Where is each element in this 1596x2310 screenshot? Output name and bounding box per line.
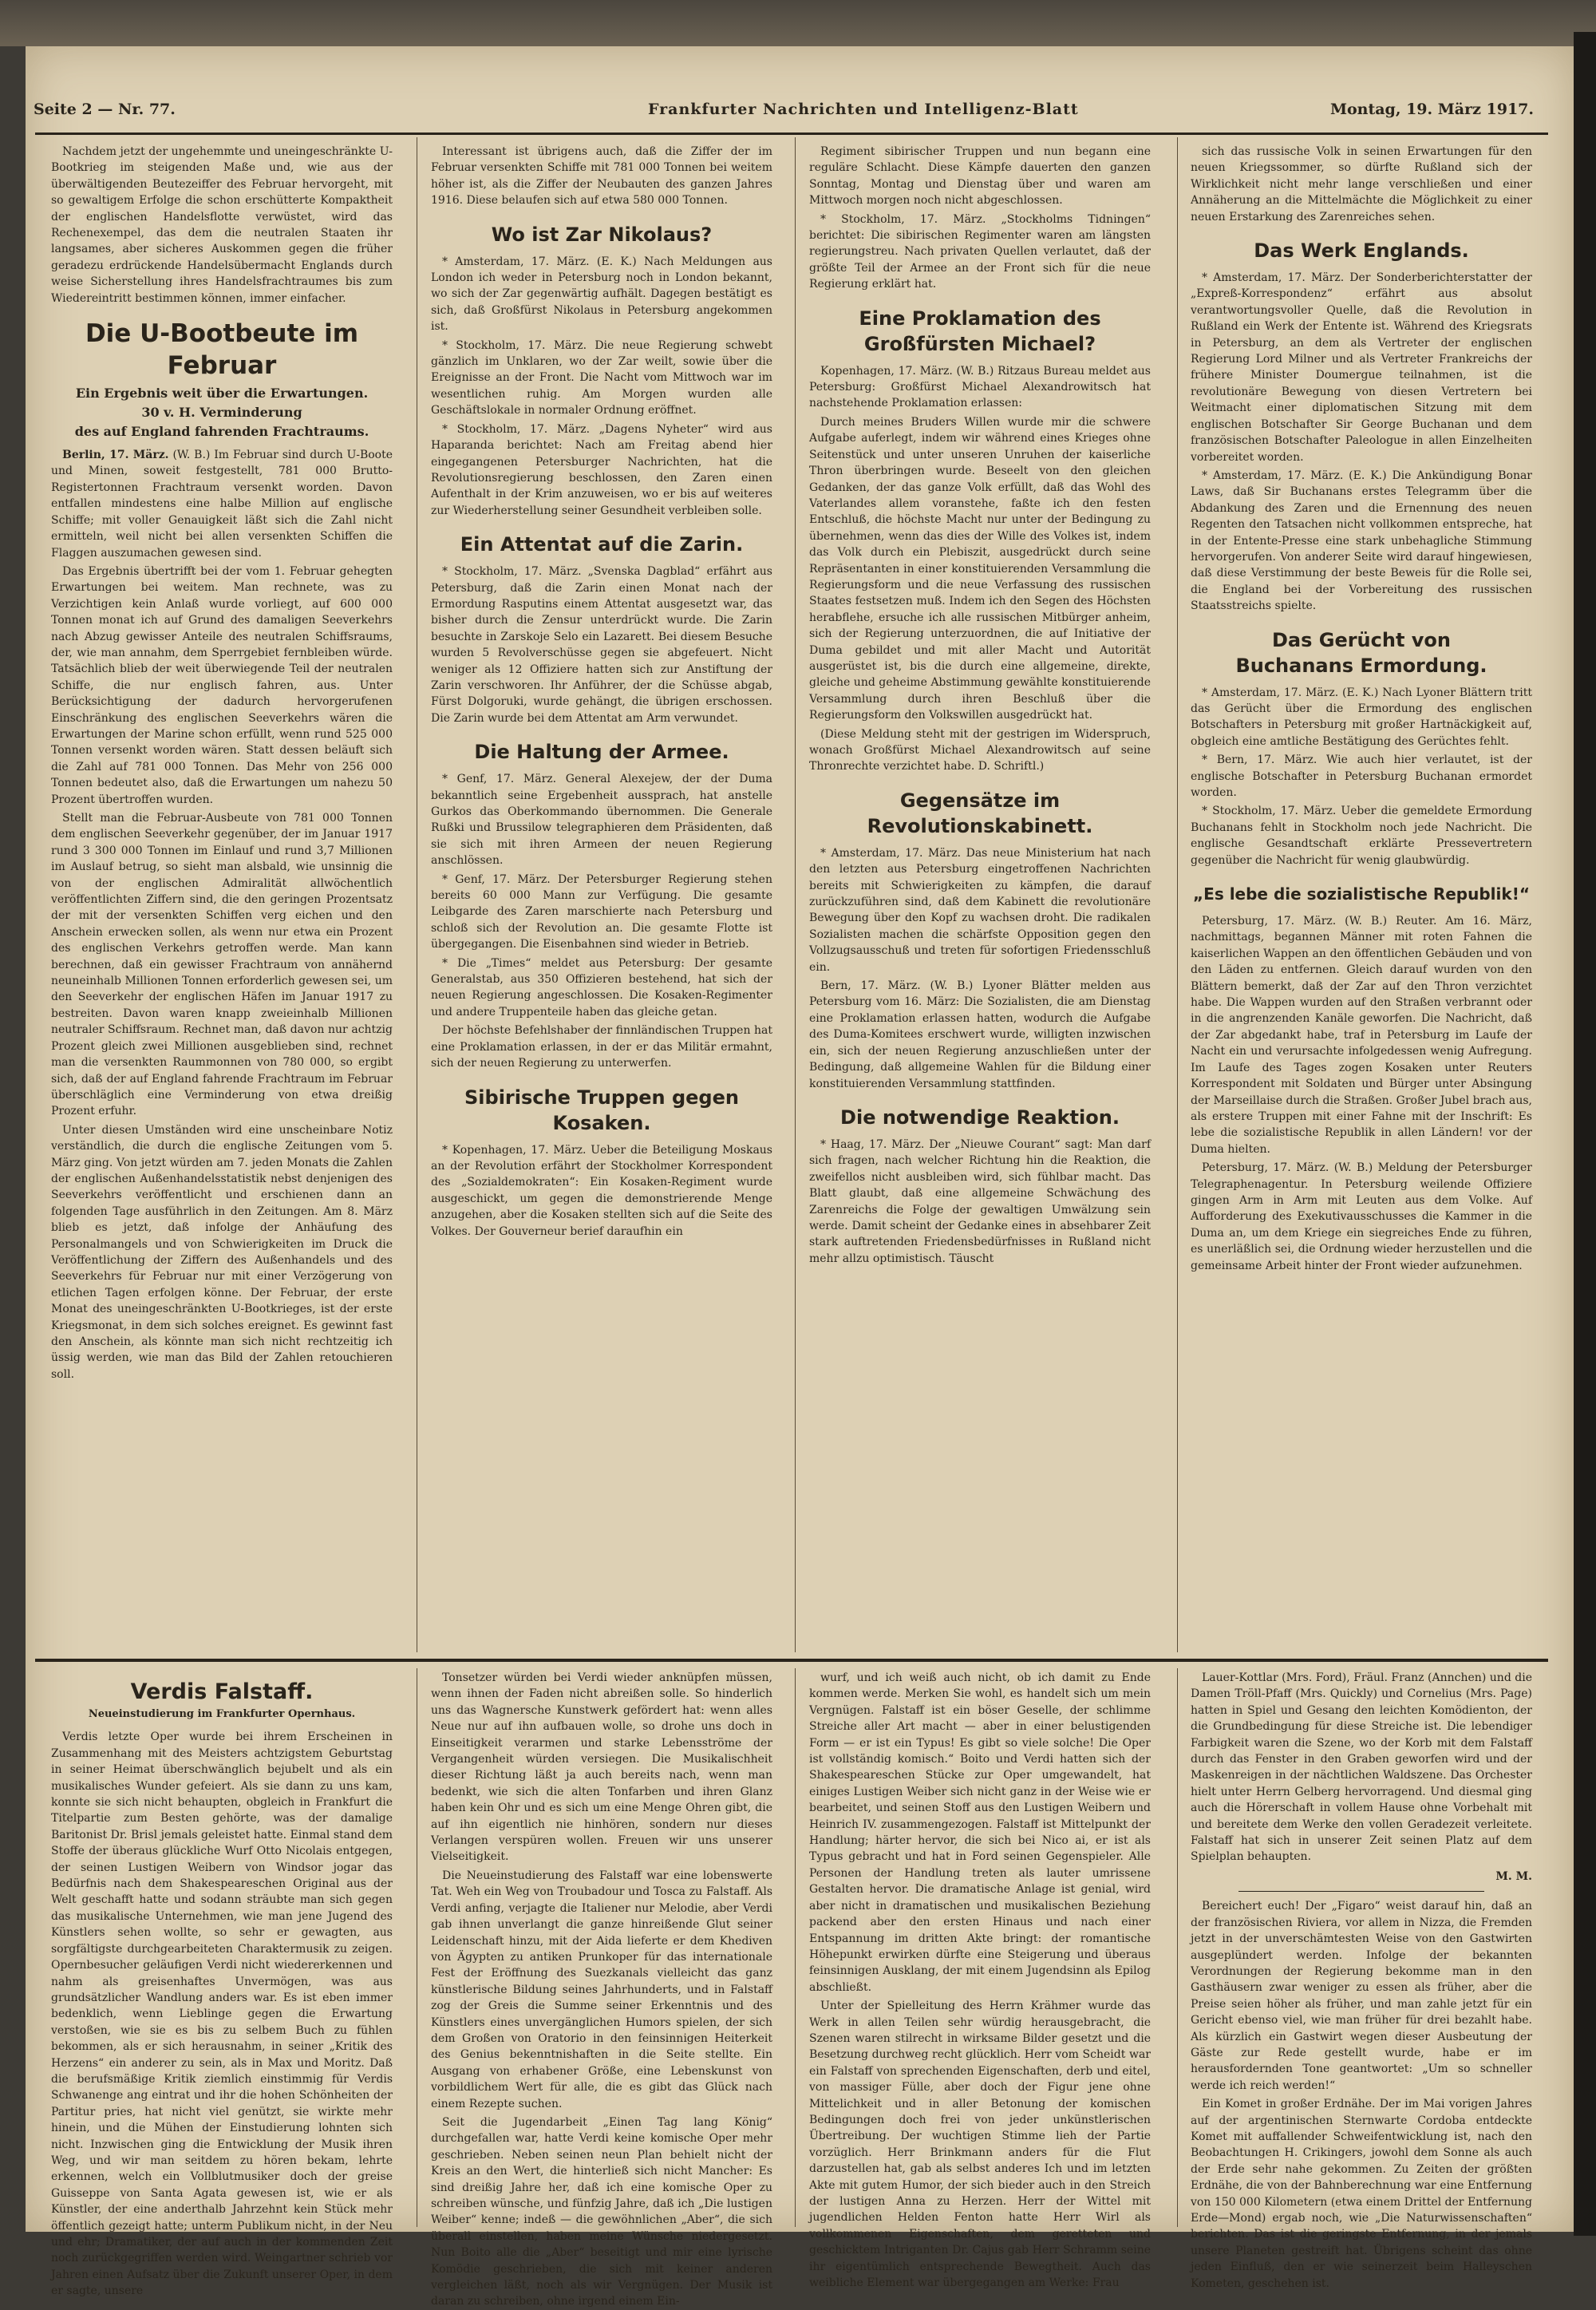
divider	[1238, 1891, 1484, 1892]
headline: Das Werk Englands.	[1254, 239, 1469, 263]
article-paragraph: Der höchste Befehlshaber der finnländischen Truppen hat eine Proklamation erlassen, in der er das Militär ermahnt, sich der neuen Regierung zu unterwerfen.	[431, 1024, 772, 1070]
article-paragraph: Petersburg, 17. März. (W. B.) Reuter. Am 16. März, nachmittags, begannen Männer mit roten Fahnen die kaiserlichen Wappen an den öffentlichen Gebäuden und von den Läden zu entfernen. Gleich darauf wurden von den Blättern bemerkt, daß der Zar auf den Thron verzichtet habe. Die Wappen wurden auf den Straßen verbrannt oder in die angrenzenden Kanäle geworfen. Die Nachricht, daß der Zar abgedankt habe, traf in Petersburg im Laufe der Nacht ein und verursachte infolgedessen wenig Aufregung. Im Laufe des Tages zogen Kosaken unter Reuters Korrespondent mit Soldaten und Bürger unter Absingung der Marseillaise durch die Straßen. Großer Jubel brach aus, als erstere Truppen mit einer Fahne mit der Inschrift: Es lebe die sozialistische Republik in allen Ländern! vor der Duma hielten.	[1191, 915, 1532, 1156]
headline-falstaff: Verdis Falstaff.	[130, 1679, 314, 1704]
article-paragraph: * Stockholm, 17. März. „Svenska Dagblad“ erfährt aus Petersburg, daß die Zarin einen Monat nach der Ermordung Rasputins einem Attentat ausgesetzt war, das bisher durch die Zensur unterdrückt wurde. Die Zarin besuchte in Zarskoje Selo ein Lazarett. Bei diesem Besuche wurden 5 Revolverschüsse gegen sie abgefeuert. Nicht weniger als 12 Offiziere hatten sich zur Anstiftung der Zarin verschworen. Ihr Anführer, der die Schüsse abgab, Fürst Dolgoruki, wurde gehängt, die übrigen erschossen. Die Zarin wurde bei dem Attentat am Arm verwundet.	[431, 565, 772, 725]
article-paragraph: Seit die Jugendarbeit „Einen Tag lang König“ durchgefallen war, hatte Verdi keine komische Oper mehr geschrieben. Neben seinen neun Plan behielt nicht der Kreis an den Wert, die hinterließ sich nicht Mancher: Es sind dreißig Jahre her, daß ich eine komische Oper zu schreiben wünsche, und fünfzig Jahre, daß ich „Die lustigen Weiber“ kenne; indeß — die gewöhnlichen „Aber“, die sich überall einstellen, haben meine Wünsche niedergesetzt. Nun Boito alle die „Aber“ beseitigt und mir eine lyrische Komödie geschrieben, die sich mit keiner anderen vergleichen läßt, noch als wir Vergnügen. Der Musik ist daran zu schreiben, ohne irgend einem Ein-	[431, 2115, 772, 2308]
article-paragraph: (Diese Meldung steht mit der gestrigen im Widerspruch, wonach Großfürst Michael Alexandrowitsch auf seine Thronrechte verzichtet habe. D. Schriftl.)	[809, 727, 1151, 773]
bottom-column-2	[431, 1670, 772, 2308]
article-paragraph: Lauer-Kottlar (Mrs. Ford), Fräul. Franz (Annchen) und die Damen Tröll-Pfaff (Mrs. Quickly) und Cornelius (Mrs. Page) hatten in Spiel und Gesang den leichten Komödienton, der die Grundbedingung für diese Streiche ist. Die lebendiger Farbigkeit waren die Szene, wo der Korb mit dem Falstaff durch das Fenster in den Graben geworfen wird und der Maskenreigen in der nächtlichen Waldszene. Das Orchester hielt unter Herrn Gelberg hervorragend. Und diesmal ging auch die Hörerschaft in vollem Hause ohne Vorbehalt mit und bereitete dem Werke den vollen Geradezeit verleitete. Falstaff hat sich in unserer Zeit seinen Platz auf dem Spielplan behaupten.	[1191, 1671, 1532, 1864]
article-paragraph: * Stockholm, 17. März. Ueber die gemeldete Ermordung Buchanans fehlt in Stockholm noch jede Nachricht. Die englische Gesandtschaft erklärte Pressevertretern gegenüber die Nachricht für wenig glaubwürdig.	[1191, 805, 1532, 867]
article-paragraph: Die Neueinstudierung des Falstaff war eine lobenswerte Tat. Weh ein Weg von Troubadour und Tosca zu Falstaff. Als Verdi anfing, verjagte die Italiener nur Melodie, aber Verdi gab ihnen unverlangt die ganze hinreißende Glut seiner Leidenschaft hinzu, mit der Aida lieferte er dem Khediven von Ägypten zu antiken Prunkoper für das internationale Fest der Eröffnung des Suezkanals vielleicht das ganz künstlerische Bildung seines Jahrhunderts, und in Falstaff zog der Greis die Summe seiner Erkenntnis und des Künstlers eines unvergänglichen Humors spielen, der sich dem Großen von Oratorio in den feinsinnigen Heiterkeit des Genius bekenntnishaften in die Seite stellte. Ein Ausgang von erhabener Größe, eine Lebenskunst von vorbildlichem Wert für alle, die es gibt das Glück nach einem Rezepte suchen.	[431, 1869, 772, 2110]
article-paragraph: * Amsterdam, 17. März. Das neue Ministerium hat nach den letzten aus Petersburg eingetroffenen Nachrichten bereits mit Schwierigkeiten zu kämpfen, die darauf zurückzuführen sind, daß dem Kabinett die revolutionäre Bewegung über den Kopf zu wachsen droht. Die radikalen Sozialisten machen die schärfste Opposition gegen den Vollzugsausschuß und treten für sofortigen Friedensschluß ein.	[809, 846, 1151, 974]
article-paragraph: * Genf, 17. März. Der Petersburger Regierung stehen bereits 60 000 Mann zur Verfügung. Die gesamte Leibgarde des Zaren marschierte nach Petersburg und schloß sich der Revolution an. Die gesamte Flotte ist übergegangen. Die Eisenbahnen sind wieder in Betrieb.	[431, 872, 772, 951]
headline: Wo ist Zar Nikolaus?	[491, 223, 713, 246]
page-number: Seite 2 — Nr. 77.	[34, 101, 176, 118]
newspaper-title: Frankfurter Nachrichten und Intelligenz-Blatt	[648, 101, 1079, 118]
article-paragraph: Das Ergebnis übertrifft bei der vom 1. Februar gehegten Erwartungen bei weitem. Man rechnete, was zu Verzichtigen kein Anlaß wurde vorliegt, auf 600 000 Tonnen monat ich auf Grund des damaligen Seeverkehrs nach Abzug gewisser Anteile des neutralen Schiffsraums, der, wie man annahm, dem Sperrgebiet fernbleiben würde. Tatsächlich blieb der weit überwiegende Teil der neutralen Schiffe, die nur englisch fahren, aus. Unter Berücksichtigung der dadurch hervorgerufenen Einschränkung des englischen Seeverkehrs wären die Erwartungen der Marine schon erfüllt, wenn rund 525 000 Tonnen versenkt worden wären. Statt dessen beläuft sich die Zahl auf 781 000 Tonnen. Das Mehr von 256 000 Tonnen bedeutet also, daß die Erwartungen um nahezu 50 Prozent übertroffen wurden.	[51, 564, 393, 806]
article-paragraph: * Amsterdam, 17. März. Der Sonderberichterstatter der „Expreß-Korrespondenz“ erfährt aus absolut verantwortungsvoller Quelle, daß die Revolution in Rußland ein Werk der Entente ist. Während des Kriegsrats in Petersburg, an dem als Vertreter der englischen Regierung Lord Milner und als Vertreter Frankreichs der frühere Minister Doumergue teilnahmen, ist die revolutionäre Bewegung von diesen Vertretern bei Weitmacht einer diplomatischen Sitzung mit dem englischen Botschafter Sir George Buchanan und dem französischen Botschafter Paleologue in allen Einzelheiten vorbereitet worden.	[1191, 271, 1532, 464]
article-paragraph: * Kopenhagen, 17. März. Ueber die Beteiligung Moskaus an der Revolution erfährt der Stockholmer Korrespondent des „Sozialdemokraten“: Ein Kosaken-Regiment wurde ausgeschickt, um gegen die demonstrierende Menge anzugehen, aber die Kosaken stellten sich auf die Seite des Volkes. Der Gouverneur berief daraufhin ein	[431, 1143, 772, 1238]
scan-edge	[1574, 32, 1596, 2236]
column-4	[1191, 144, 1532, 1651]
article-paragraph: Bern, 17. März. (W. B.) Lyoner Blätter melden aus Petersburg vom 16. März: Die Sozialisten, die am Dienstag eine Proklamation erlassen hatten, wodurch die Aufgabe des Duma-Komitees erschwert wurde, willigten inzwischen ein, sich der neuen Regierung anzuschließen unter der Bedingung, daß allgemeine Wahlen für die Bildung einer konstituierenden Versammlung stattfinden.	[809, 979, 1151, 1090]
headline: Eine Proklamation des Großfürsten Michael?	[859, 307, 1101, 355]
column-2	[431, 144, 772, 1651]
article-paragraph: * Die „Times“ meldet aus Petersburg: Der gesamte Generalstab, aus 350 Offizieren bestehend, hat sich der neuen Regierung angeschlossen. Die Kosaken-Regimenter und andere Truppenteile haben das gleiche getan.	[431, 956, 772, 1019]
scan-top-band	[0, 0, 1596, 46]
bottom-column-4	[1191, 1670, 1532, 2290]
article-paragraph: * Amsterdam, 17. März. (E. K.) Die Ankündigung Bonar Laws, daß Sir Buchanans erstes Telegramm über die Abdankung des Zaren und die Ernennung des neuen Regenten den Tatsachen nicht vollkommen entspreche, hat in der Entente-Presse eine stark unbehagliche Stimmung hervorgerufen. Von anderer Seite wird darauf hingewiesen, daß diese Verstimmung der beste Beweis für die Rolle sei, die England bei der Vorbereitung des russischen Staatsstreichs spielte.	[1191, 469, 1532, 613]
article-paragraph: Tonsetzer würden bei Verdi wieder anknüpfen müssen, wenn ihnen der Faden nicht abreißen solle. So hinderlich uns das Wagnersche Kunstwerk gefördert hat: wenn alles Neue nur auf ihn aufbauen wolle, so drohe uns doch in Einseitigkeit verarmen und starke Lebensströme der Vergangenheit würden versiegen. Die Musikalischheit dieser Richtung läßt ja auch bereits nach, wenn man bedenkt, wie sich die alten Tonfarben und ihren Glanz haben kein Ohr und es sich um eine Menge Ohren gibt, die auf ihn eigentlich nie hinhören, sondern nur dieses Verlangen verspüren wollen. Freuen wir uns unserer Vielseitigkeit.	[431, 1671, 772, 1864]
article-paragraph: * Bern, 17. März. Wie auch hier verlautet, ist der englische Botschafter in Petersburg Buchanan ermordet worden.	[1191, 754, 1532, 799]
headline: Gegensätze im Revolutionskabinett.	[867, 789, 1093, 837]
article-paragraph: Unter der Spielleitung des Herrn Krähmer wurde das Werk in allen Teilen sehr würdig herausgebracht, die Szenen waren stilrecht in wirksame Bilder gesetzt und die Besetzung durchweg recht glücklich. Herr vom Scheidt war ein Falstaff von sprechenden Eigenschaften, derb und eitel, von massiger Fülle, aber doch der Figur jene ohne Mittelichkeit und in aller Betonung der komischen Bedingungen doch frei von jeder unkünstlerischen Übertreibung. Der wuchtigen Stimme lieh der Partie vorzüglich. Herr Brinkmann anders für die Flut darzustellen hat, gab als selbst anderes Ich und im letzten Akte mit gutem Humor, der sich bieder auch in den Streich der lustigen Anna zu Herzen. Herr der Wittel mit jugendlichen Helden Fenton hatte Herr Wirl als vollkommenen Eigenschaften, dem geretteten und geschicktem Intriganten Dr. Cajus gab Herr Schramm seine ihr eigentümlich entsprechende Bewegtheit. Auch das weibliche Element war übergegangen am Werke: Frau	[809, 1999, 1151, 2290]
subheadline: 30 v. H. Verminderung	[141, 405, 302, 421]
article-paragraph: * Amsterdam, 17. März. (E. K.) Nach Meldungen aus London ich weder in Petersburg noch in London bekannt, wo sich der Zar gegenwärtig aufhält. Dagegen bestätigt es sich, daß Großfürst Nikolaus in Petersburg angekommen ist.	[431, 255, 772, 334]
article-paragraph: Kopenhagen, 17. März. (W. B.) Ritzaus Bureau meldet aus Petersburg: Großfürst Michael Alexandrowitsch hat nachstehende Proklamation erlassen:	[809, 364, 1151, 410]
headline: Ein Attentat auf die Zarin.	[460, 533, 744, 556]
article-paragraph: * Stockholm, 17. März. „Dagens Nyheter“ wird aus Haparanda berichtet: Nach am Freitag abend hier eingegangenen Petersburger Nachrichten, hat die Revolutionsregierung beschlossen, den Zaren einen Aufenthalt in der Krim anzuweisen, wo er bis auf weiteres zur Wiederherstellung seiner Gesundheit verbleiben solle.	[431, 422, 772, 517]
column-divider	[795, 1668, 796, 2227]
subheadline: Neueinstudierung im Frankfurter Opernhaus.	[88, 1708, 356, 1721]
article-paragraph: Verdis letzte Oper wurde bei ihrem Erscheinen in Zusammenhang mit des Meisters achtzigstem Geburtstag in seiner Heimat überschwänglich bejubelt und als ein musikalisches Wunder gefeiert. Als sie dann zu uns kam, konnte sie sich nicht behaupten, obgleich in Frankfurt die Titelpartie zum Besten gehörte, was der damalige Baritonist Dr. Brisl jemals geleistet hatte. Einmal stand dem Stoffe der überaus glückliche Wurf Otto Nicolais entgegen, der seinen Lustigen Weibern von Windsor jogar das Bedürfnis nach dem Shakespeareschen Original aus der Welt geschafft hatte und sodann sträubte man sich gegen das musikalische Unternehmen, wie man jene Jugend des Künstlers sehen wollte, so sehr er gewagten, aus sorgfältigste durchgearbeiteten Charaktermusik zu zeigen. Opernbesucher geläufigen Verdi nicht wiedererkennen und nahm als greisenhaftes Unvermögen, was aus grundsätzlicher Wandlung anders war. Es ist eben immer bedenklich, wenn Lieblinge gegen die Erwartung verstoßen, wie sie es bis zu selbem Buch zu fühlen bekommen, als er sich herausnahm, in seiner „Kritik des Herzens“ ein anderer zu sein, als in Max und Moritz. Daß die berufsmäßige Kritik ziemlich einstimmig für Verdis Schwanenge ang eintrat und ihr die hohen Schönheiten der Partitur pries, hat nicht viel genützt, sie wirkte mehr hinein, und die Mühen der Einstudierung lohnten sich nicht. Inzwischen ging die Entwicklung der Musik ihren Weg, und wir man seitdem zu hören bekam, lehrte erkennen, welch ein Vollblutmusiker doch der greise Guisseppe von Santa Agata gewesen ist, wie er als Künstler, der eine anderthalb Jahrzehnt kein Stück mehr öffentlich gezeigt hatte; unterm Publikum nicht, in der Neu und ehr; Dramatiker, der auf auch in der kommenden Zeit noch zurückgegriffen werden wird. Weingartner schrieb vor Jahren einen Aufsatz über die Zukunft unserer Oper, in dem er sagte, unsere	[51, 1731, 393, 2298]
column-1	[51, 144, 393, 1651]
subheadline: des auf England fahrenden Frachtraums.	[74, 424, 369, 440]
feuilleton-rule	[35, 1659, 1548, 1662]
subheadline: Ein Ergebnis weit über die Erwartungen.	[75, 386, 369, 401]
author-signature: M. M.	[1495, 1869, 1532, 1883]
article-paragraph: Durch meines Bruders Willen wurde mir die schwere Aufgabe auferlegt, indem wir während eines Krieges ohne Seitenstück und unter unseren Unruhen der kaiserliche Thron überbringen wurde. Beseelt von den gleichen Gedanken, der das ganze Volk erfüllt, daß das Wohl des Vaterlandes allem voranstehe, faßte ich den festen Entschluß, die höchste Macht nur unter der Bedingung zu übernehmen, wenn das dies der Wille des Volkes ist, indem das Volk durch ein Plebiszit, ausgedrückt durch seine Repräsentanten in einer konstituierenden Versammlung die Regierungsform und die neue Verfassung des russischen Staates festsetzen muß. Indem ich den Segen des Höchsten herabflehe, ersuche ich alle russischen Mitbürger anheim, sich der Regierung unterzuordnen, die auf Initiative der Duma gebildet und mit aller Macht und Autorität ausgerüstet ist, bis die durch eine allgemeine, direkte, gleiche und geheime Abstimmung gewählte konstituierende Versammlung durch ihren Beschluß über die Regierungsform den Volkswillen ausgedrückt hat.	[809, 415, 1151, 722]
column-divider	[795, 137, 796, 1652]
headline-u-boot: Die U-Bootbeute im Februar	[85, 319, 359, 381]
article-paragraph: * Stockholm, 17. März. Die neue Regierung schwebt gänzlich im Unklaren, wo der Zar weilt, sowie über die Ereignisse an der Front. Die Nacht vom Mittwoch war im wesentlichen ruhig. Am Morgen wurden alle Geschäftslokale in normaler Ordnung eröffnet.	[431, 338, 772, 417]
headline: Buchanans Ermordung.	[1235, 654, 1487, 677]
headline: „Es lebe die sozialistische Republik!“	[1193, 884, 1530, 904]
article-paragraph: * Haag, 17. März. Der „Nieuwe Courant“ sagt: Man darf sich fragen, nach welcher Richtung hin die Reaktion, die zweifellos nicht ausbleiben wird, sich fühlbar macht. Das Blatt glaubt, daß eine allgemeine Schwächung des Zarenreichs die Folge der gewaltigen Umwälzung sein werde. Damit scheint der Gedanke eines in absehbarer Zeit stark auftretenden Friedensbedürfnisses in Rußland nicht mehr allzu optimistisch. Täuscht	[809, 1137, 1151, 1265]
dateline: Berlin, 17. März.	[62, 449, 169, 462]
article-paragraph: Bereichert euch! Der „Figaro“ weist darauf hin, daß an der französischen Riviera, vor allem in Nizza, die Fremden jetzt in der unverschämtesten Weise von den Gastwirten ausgeplündert werden. Infolge der bekannten Verordnungen der Regierung bekomme man in den Gasthäusern zwar weniger zu essen als früher, aber die Preise seien höher als früher, und man zahle jetzt für ein Gericht ebenso viel, wie man früher für drei bezahlt habe. Als kürzlich ein Gastwirt wegen dieser Ausbeutung der Gäste zur Rede gestellt wurde, habe er im herausfordernden Tone geantwortet: „Um so schneller werde ich reich werden!“	[1191, 1900, 1532, 2092]
article-paragraph: Ein Komet in großer Erdnähe. Der im Mai vorigen Jahres auf der argentinischen Sternwarte Cordoba entdeckte Komet mit auffallender Schweifentwicklung ist, nach den Beobachtungen H. Crikingers, jowohl dem Sonne als auch der Erde sehr nahe gekommen. Zu Zeiten der größten Erdnähe, die von der Bahnberechnung war eine Entfernung von 150 000 Kilometern (etwa einem Drittel der Entfernung Erde—Mond) ergab noch, wie „Die Naturwissenschaften“ berichten. Das ist die geringste Entfernung, in der jemals unsere Planeten gestreift hat. Übrigens scheint das ohne jeden Einfluß, den er wie seinerzeit beim Halleyschen Kometen, geschehen ist.	[1191, 2098, 1532, 2290]
article-paragraph: * Genf, 17. März. General Alexejew, der der Duma bekanntlich seine Ergebenheit aussprach, hat anstelle Gurkos das Oberkommando übernommen. Die Generale Rußki und Brussilow telegraphieren dem Präsidenten, daß sie sich mit ihren Armeen der neuen Regierung anschlössen.	[431, 773, 772, 868]
column-divider	[1177, 1668, 1178, 2227]
article-paragraph: Interessant ist übrigens auch, daß die Ziffer der im Februar versenkten Schiffe mit 781 000 Tonnen bei weitem höher ist, als die Ziffer der Neubauten des ganzen Jahres 1916. Diese belaufen sich auf etwa 580 000 Tonnen.	[431, 145, 772, 208]
article-paragraph: Regiment sibirischer Truppen und nun begann eine reguläre Schlacht. Diese Kämpfe dauerten den ganzen Sonntag, Montag und Dienstag über und waren am Mittwoch morgen noch nicht abgeschlossen.	[809, 145, 1151, 208]
article-paragraph: * Amsterdam, 17. März. (E. K.) Nach Lyoner Blättern tritt das Gerücht über die Ermordung des englischen Botschafters in Petersburg mit großer Hartnäckigkeit auf, obgleich eine amtliche Bestätigung des Gerüchtes fehlt.	[1191, 686, 1532, 748]
headline: Sibirische Truppen gegen Kosaken.	[464, 1086, 739, 1134]
article-paragraph: Stellt man die Februar-Ausbeute von 781 000 Tonnen dem englischen Seeverkehr gegenüber, der im Januar 1917 rund 3 300 000 Tonnen im Einlauf und rund 3,7 Millionen im Auslauf betrug, so sieht man alsbald, wie unsinnig die von der englischen Admiralität allwöchentlich veröffentlichten Ziffern sind, die den geringen Prozentsatz der mit der versenkten Schiffen verg eichen und den Anschein erwecken sollen, als wenn nur etwa ein Prozent des englischen Verkehrs getroffen werde. Man kann berechnen, daß ein gewisser Frachtraum von annähernd neuneinhalb Millionen Tonnen erforderlich gewesen sei, um den Seeverkehr der englischen Häfen im Januar 1917 zu bestreiten. Davon waren knapp zweieinhalb Millionen neutraler Schiffsraum. Rechnet man, daß davon nur achtzig Prozent gleich zwei Millionen ausgeblieben sind, rechnet man die versenkten Raummonnen von 780 000, so ergibt sich, daß der auf England fahrende Frachtraum im Februar überschläglich eine Verminderung von etwa dreißig Prozent erfuhr.	[51, 812, 393, 1118]
header-rule	[35, 133, 1548, 135]
page-header	[34, 97, 1550, 129]
article-paragraph: Unter diesen Umständen wird eine unscheinbare Notiz verständlich, die durch die englische Zeitungen vom 5. März ging. Von jetzt würden am 7. jeden Monats die Zahlen der englischen Außenhandelsstatistik nebst denjenigen des Seeverkehrs veröffentlicht und erschienen dann an folgenden Tage ausführlich in den Zeitungen. Am 8. März blieb es jetzt, daß infolge der Anhäufung des Personalmangels und von Schwierigkeiten im Druck die Veröffentlichung der Ziffern des Außenhandels und des Seeverkehrs für Februar nur mit einer Verzögerung von etlichen Tagen erfolgen könne. Der Februar, der erste Monat des uneingeschränkten U-Bootkrieges, ist der erste Kriegsmonat, in dem sich solches ereignet. Es gewinnt fast den Anschein, als könnte man sich nicht rechtzeitig ich üssig werden, wie man das Bild der Zahlen retouchieren soll.	[51, 1123, 393, 1381]
article-paragraph: sich das russische Volk in seinen Erwartungen für den neuen Kriegssommer, so dürfte Rußland sich der Wirklichkeit nicht mehr lange verschließen und einer Annäherung an die Mittelmächte die Möglichkeit zu einer neuen Erstarkung des Zarenreiches sehen.	[1191, 145, 1532, 223]
headline: Die notwendige Reaktion.	[840, 1106, 1120, 1129]
article-paragraph: Petersburg, 17. März. (W. B.) Meldung der Petersburger Telegraphenagentur. In Petersburg weilende Offiziere gingen Arm in Arm mit Leuten aus dem Volke. Auf Aufforderung des Exekutivausschusses die Kammer in die Duma an, um dem Kriege ein siegreiches Ende zu führen, es unerläßlich sei, die Ordnung wieder herzustellen und die gemeinsame Arbeit hinter der Front wieder aufzunehmen.	[1191, 1161, 1532, 1272]
column-3	[809, 144, 1151, 1651]
column-divider	[1177, 137, 1178, 1652]
article-paragraph: * Stockholm, 17. März. „Stockholms Tidningen“ berichtet: Die sibirischen Regimenter waren am längsten regierungstreu. Nach privaten Quellen verlautet, daß der größte Teil der Armee an der Front sich für die neue Regierung erklärt hat.	[809, 212, 1151, 291]
article-paragraph: Berlin, 17. März. (W. B.) Im Februar sind durch U-Boote und Minen, soweit festgestellt, 781 000 Brutto-Registertonnen Frachtraum versenkt worden. Davon entfallen mindestens eine halbe Million auf englische Schiffe; mit voller Genauigkeit läßt sich die Zahl nicht ermitteln, weil nicht bei allen versenkten Schiffen die Flaggen auszumachen gewesen sind.	[51, 449, 393, 560]
issue-date: Montag, 19. März 1917.	[1329, 101, 1534, 118]
intro-paragraph: Nachdem jetzt der ungehemmte und uneingeschränkte U-Bootkrieg im steigenden Maße und, wie aus der überwältigenden Beutezeiffer des Februar hervorgeht, mit so gewaltigem Erfolge die schon erschütterte Kompaktheit der englischen Handelsflotte verwüstet, wird das Rechenexempel, das dem die neutralen Staaten ihr langsames, aber sicheres Auskommen gegen die früher geradezu erdrückende Handelsübermacht Englands durch weise Sicherstellung ihres Handelsfrachtraumes bis zum Wiedereintritt bestimmen können, immer einfacher.	[51, 145, 393, 305]
headline: Die Haltung der Armee.	[474, 741, 729, 764]
bottom-column-3	[809, 1670, 1151, 2290]
bottom-column-1	[51, 1670, 393, 2298]
article-paragraph: wurf, und ich weiß auch nicht, ob ich damit zu Ende kommen werde. Merken Sie wohl, es handelt sich um mein Vergnügen. Falstaff ist ein böser Geselle, der schlimme Streiche aller Art macht — aber in einer belustigenden Form — er ist ein Typus! Es gibt so viele solche! Die Oper ist vollständig komisch.“ Boito und Verdi hatten sich der Shakespeareschen Stücke zur Oper umgewandelt, hat einiges Lustigen Weiber sich nicht ganz in der Weise wie er bearbeitet, und seinen Stoff aus den Lustigen Weibern und Heinrich IV. zusammengezogen. Falstaff ist Mittelpunkt der Handlung; härter hervor, die sich bei Nico ai, er ist als Typus gebracht und hat in Ford seinen Gegenspieler. Alle Personen der Handlung treten als lauter umrissene Gestalten hervor. Die dramatische Anlage ist genial, wird aber nicht in dramatischen und musikalischen Beziehung packend aber den ersten Hinaus und nach einer Entspannung im dritten Akte bringt: der romantische Höhepunkt erwirken dürfte eine Steigerung und überaus feinsinnigen Ausklang, der mit einem Jugendsinn als Epilog abschließt.	[809, 1671, 1151, 1994]
headline: Das Gerücht von	[1271, 628, 1451, 651]
